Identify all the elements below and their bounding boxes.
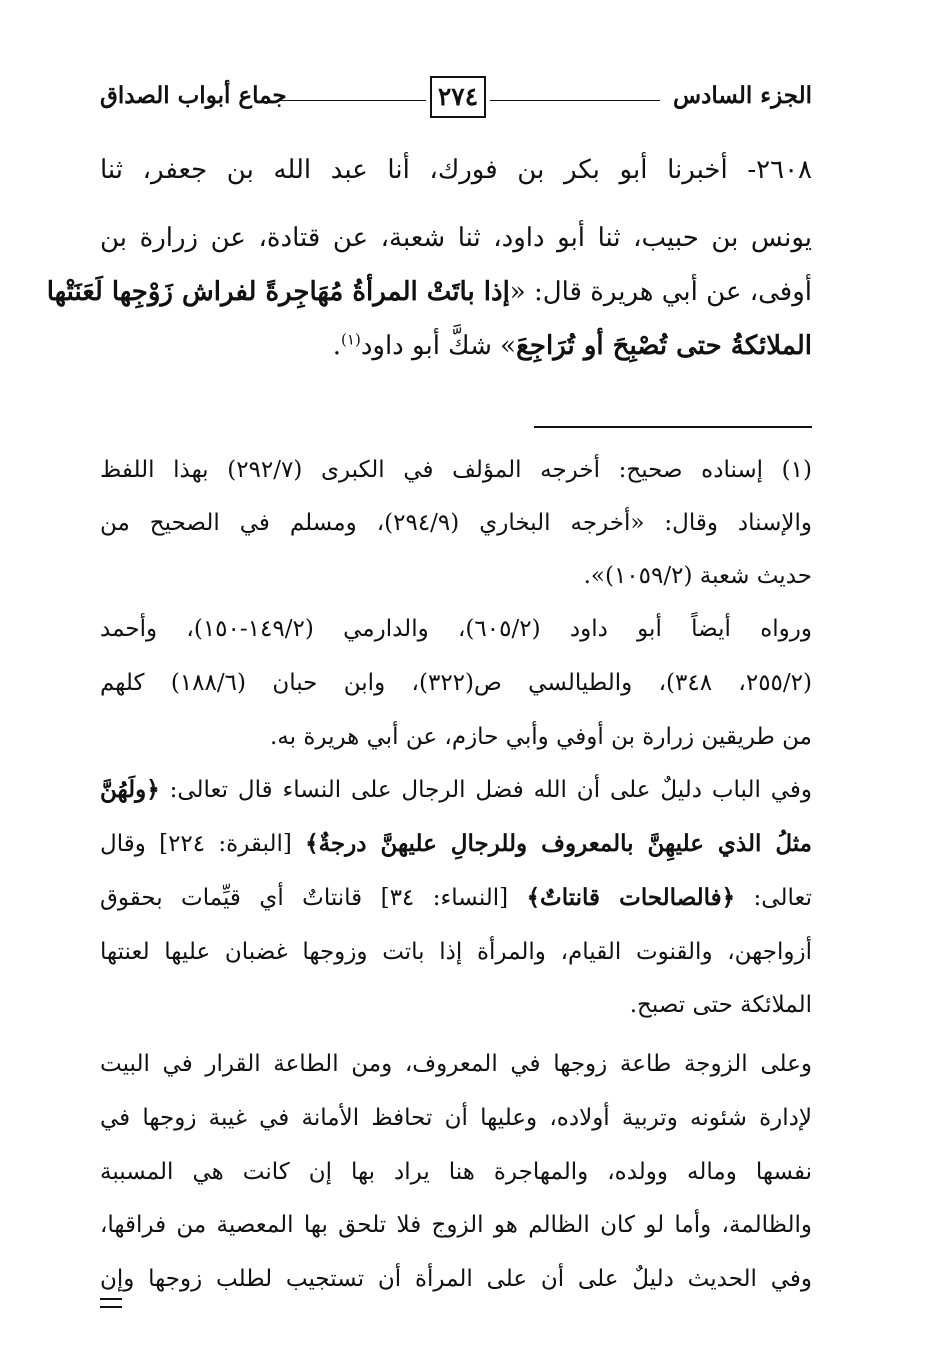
- footnote-line-4: ورواه أيضاً أبو داود (٦٠٥/٢)، والدارمي (١٤٩/٢-١٥٠)، وأحمد: [100, 616, 812, 642]
- quran-quote-bold: ﴿فالصالحات قانتاتٌ﴾: [526, 884, 736, 911]
- footnote-line-11: الملائكة حتى تصبح.: [629, 992, 812, 1018]
- hadith-quote-bold: الملائكةُ حتى تُصْبِحَ أو تُرَاجِعَ: [516, 331, 812, 361]
- header-rule-left: [278, 100, 426, 101]
- main-line-3: [46, 272, 812, 312]
- footnote-line-12: وعلى الزوجة طاعة زوجها في المعروف، ومن الطاعة القرار في البيت: [100, 1051, 812, 1077]
- header-rule-right: [490, 100, 660, 101]
- page-number: ٢٧٤: [430, 76, 486, 118]
- footnote-line-6: من طريقين زرارة بن أوفي وأبي حازم، عن أبي هريرة به.: [269, 724, 812, 750]
- footnote-line-1: (١) إسناده صحيح: أخرجه المؤلف في الكبرى (٢٩٢/٧) بهذا اللفظ: [100, 457, 813, 483]
- footnote-reference: (١): [341, 330, 361, 349]
- main-line-2: يونس بن حبيب، ثنا أبو داود، ثنا شعبة، عن قتادة، عن زرارة بن: [100, 223, 812, 253]
- main-line-1: ٢٦٠٨- أخبرنا أبو بكر بن فورك، أنا عبد الله بن جعفر، ثنا: [100, 155, 812, 185]
- footnote-line-8: [100, 826, 812, 862]
- text-segment: » شكَّ أبو داود: [360, 331, 517, 361]
- footnote-line-10: أزواجهن، والقنوت القيام، والمرأة إذا باتت وزوجها غضبان عليها لعنتها: [100, 939, 812, 965]
- footnote-line-2: والإسناد وقال: «أخرجه البخاري (٢٩٤/٩)، ومسلم في الصحيح من: [100, 510, 812, 536]
- footnote-line-3: حديث شعبة (١٠٥٩/٢)».: [583, 563, 812, 589]
- main-line-4: [100, 326, 812, 366]
- text-segment: أوفى، عن أبي هريرة قال: «: [509, 277, 812, 307]
- footnote-line-16: وفي الحديث دليلٌ على أن على المرأة أن تستجيب لطلب زوجها وإن: [100, 1266, 812, 1292]
- footnote-line-7: [100, 772, 812, 808]
- footnote-line-5: (٢٥٥/٢، ٣٤٨)، والطيالسي ص(٣٢٢)، وابن حبان (١٨٨/٦) كلهم: [100, 670, 812, 696]
- quran-quote-bold: مثلُ الذي عليهِنَّ بالمعروف وللرجالِ عليهنَّ درجةٌ﴾: [305, 830, 813, 857]
- text-segment: .: [332, 331, 342, 361]
- footnote-line-14: نفسها وماله وولده، والمهاجرة هنا يراد بها إن كانت هي المسببة: [100, 1159, 812, 1185]
- continuation-mark: [100, 1298, 122, 1308]
- quran-quote-bold: ﴿ولَهُنَّ: [100, 776, 160, 803]
- hadith-quote-bold: إذا باتَتْ المرأةُ مُهَاجِرةً لفراش زَوْجِها لَعَنَتْها: [46, 277, 510, 307]
- footnote-line-9: [100, 880, 812, 916]
- footnote-separator: [534, 426, 812, 428]
- text-segment: [البقرة: ٢٢٤] وقال: [100, 831, 306, 857]
- footnote-line-13: لإدارة شئونه وتربية أولاده، وعليها أن تحافظ الأمانة في غيبة زوجها في: [100, 1105, 812, 1131]
- running-header: [100, 70, 812, 130]
- chapter-title: جماع أبواب الصداق: [100, 82, 287, 109]
- footnote-line-15: والظالمة، وأما لو كان الظالم هو الزوج فلا تلحق بها المعصية من فراقها،: [100, 1212, 812, 1238]
- text-segment: وفي الباب دليلٌ على أن الله فضل الرجال على النساء قال تعالى:: [159, 777, 812, 803]
- text-segment: [النساء: ٣٤] قانتاتٌ أي قيِّمات بحقوق: [100, 885, 527, 911]
- text-segment: تعالى:: [735, 885, 812, 911]
- volume-title: الجزء السادس: [673, 82, 812, 109]
